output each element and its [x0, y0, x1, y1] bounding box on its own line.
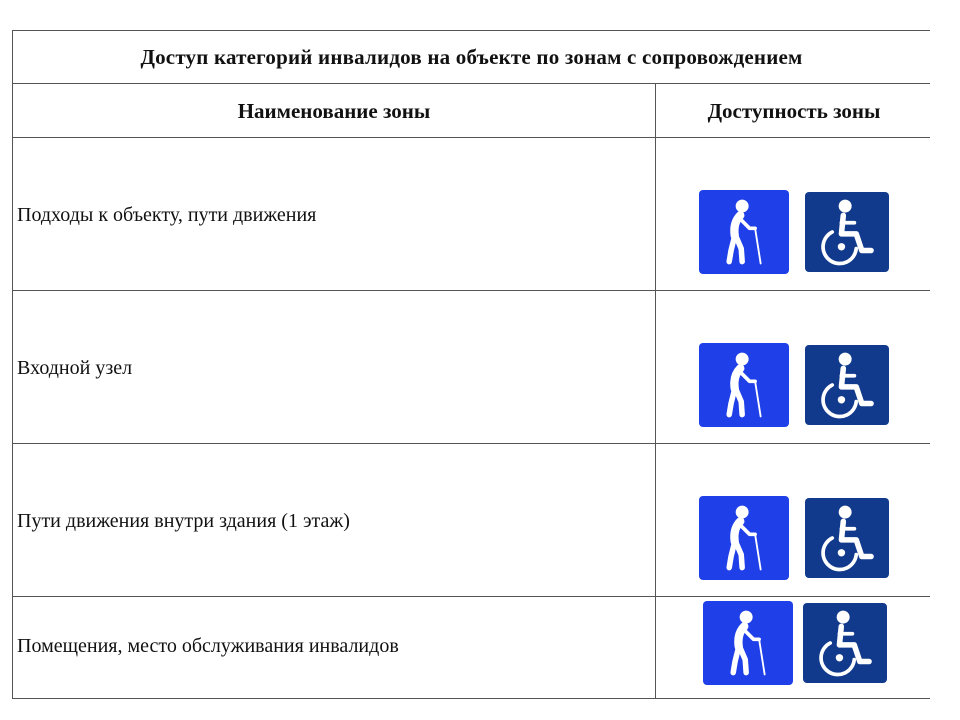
elderly-person-with-cane-icon [703, 601, 793, 685]
zone-name-cell: Подходы к объекту, пути движения [17, 204, 317, 226]
table-row [12, 291, 930, 444]
wheelchair-icon [803, 603, 887, 683]
wheelchair-icon [805, 192, 889, 272]
column-divider [655, 138, 656, 290]
zone-name-cell: Входной узел [17, 357, 133, 379]
table-title-row [12, 30, 930, 84]
column-divider [655, 444, 656, 596]
zone-access-table [12, 30, 930, 699]
wheelchair-icon [805, 345, 889, 425]
table-header-row [12, 84, 930, 138]
column-divider [655, 84, 656, 137]
zone-name-cell: Помещения, место обслуживания инвалидов [17, 635, 399, 657]
elderly-person-with-cane-icon [699, 343, 789, 427]
header-zone-name: Наименование зоны [237, 99, 431, 123]
table-title: Доступ категорий инвалидов на объекте по зонам с сопровождением [140, 45, 803, 69]
column-divider [655, 291, 656, 443]
access-icons [699, 496, 889, 580]
zone-name-cell: Пути движения внутри здания (1 этаж) [17, 510, 350, 532]
table-row [12, 138, 930, 291]
elderly-person-with-cane-icon [699, 496, 789, 580]
access-icons [699, 343, 889, 427]
elderly-person-with-cane-icon [699, 190, 789, 274]
wheelchair-icon [805, 498, 889, 578]
header-zone-access: Доступность зоны [707, 99, 881, 123]
access-icons [699, 190, 889, 274]
column-divider [655, 597, 656, 698]
table-row [12, 597, 930, 699]
access-icons [703, 601, 887, 685]
table-row [12, 444, 930, 597]
